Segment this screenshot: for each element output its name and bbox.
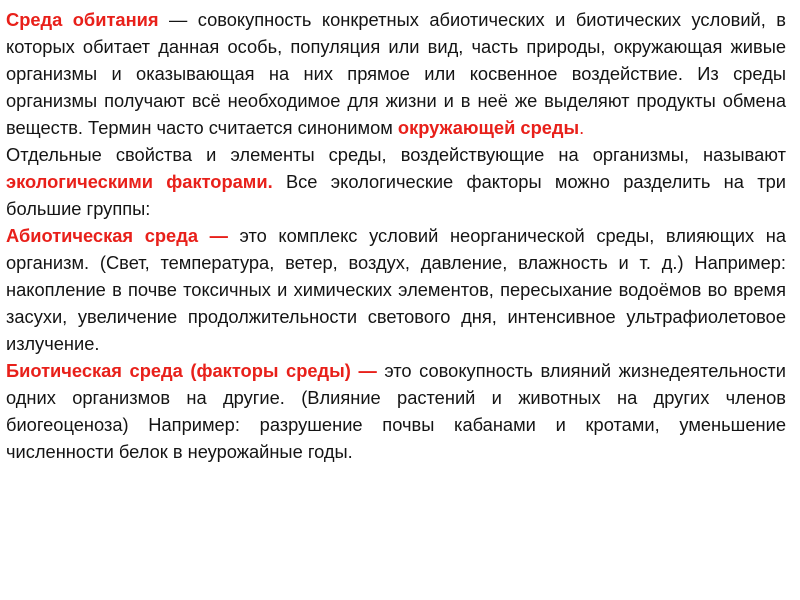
habitat-definition-period: . [579, 117, 585, 138]
paragraph-biotic-environment [6, 357, 786, 465]
paragraph-ecological-factors [6, 141, 786, 222]
paragraph-abiotic-environment [6, 222, 786, 357]
ecological-factors-end-text: Все экологические факторы можно разделить на три большие группы: [6, 171, 786, 219]
abiotic-environment-text: это комплекс условий неорганической среды, влияющих на организм. (Свет, температура, ветер, воздух, давление, влажность и т. д.) Например: накопление в почве токсичных и химических элементов, пересыхание водоёмов во время засухи, увеличение продолжительности светового дня, интенсивное ультрафиолетовое излучение. [6, 225, 787, 354]
term-ecological-factors: экологическими факторами. [6, 171, 273, 192]
term-biotic-environment: Биотическая среда (факторы среды) — [6, 360, 377, 381]
biotic-environment-text: это совокупность влияний жизнедеятельности одних организмов на другие. (Влияние растений и животных на других членов биогеоценоза) Например: разрушение почвы кабанами и кротами, уменьшение численности белок в неурожайные годы. [6, 360, 786, 462]
paragraph-habitat-definition [6, 6, 786, 141]
ecological-factors-intro-text: Отдельные свойства и элементы среды, воздействующие на организмы, называют [6, 144, 786, 165]
habitat-definition-text: — совокупность конкретных абиотических и биотических условий, в которых обитает данная особь, популяция или вид, часть природы, окружающая живые организмы и оказывающая на них прямое или косвенное воздействие. Из среды организмы получают всё необходимое для жизни и в неё же выделяют продукты обмена веществ. Термин часто считается синонимом [6, 9, 786, 138]
term-environment: окружающей среды [397, 117, 580, 138]
term-abiotic-environment: Абиотическая среда — [6, 225, 228, 246]
term-habitat: Среда обитания [6, 9, 159, 30]
